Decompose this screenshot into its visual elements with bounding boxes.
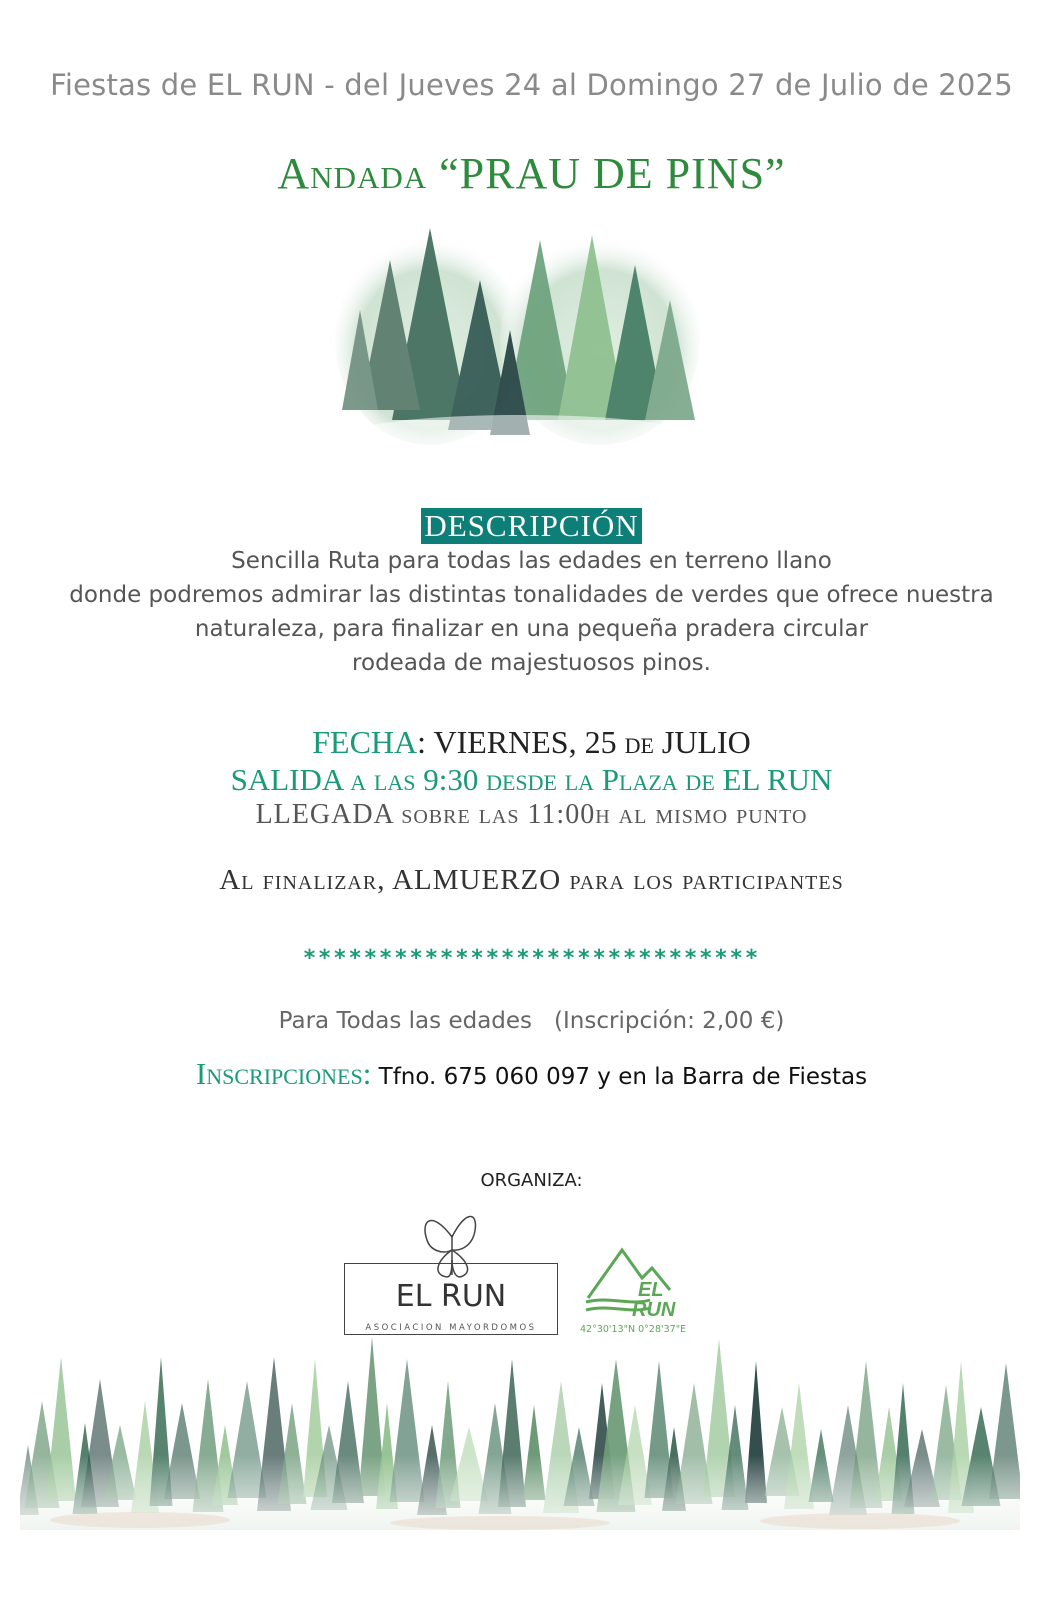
audience-price-line — [0, 1008, 1063, 1034]
logo-coordinates: 42°30'13"N 0°28'37"E — [580, 1324, 687, 1335]
separator: ****************************** — [302, 946, 761, 971]
logo-run-text: RUN — [632, 1299, 676, 1321]
description-line-1: Sencilla Ruta para todas las edades en terreno llano — [231, 548, 832, 574]
date-label: FECHA — [312, 724, 418, 760]
mountain-icon — [580, 1240, 700, 1322]
description-line-2: donde podremos admirar las distintas tonalidades de verdes que ofrece nuestra — [69, 582, 994, 608]
price-text: (Inscripción: 2,00 €) — [554, 1008, 785, 1034]
registration-label: Inscripciones: — [195, 1056, 372, 1091]
logo-subtitle: ASOCIACION MAYORDOMOS — [356, 1323, 546, 1333]
logo-name: EL RUN — [395, 1279, 507, 1314]
audience-text: Para Todas las edades — [278, 1008, 533, 1034]
description-line-3: naturaleza, para finalizar en una pequeña pradera circular — [194, 616, 869, 642]
event-header: Fiestas de EL RUN - del Jueves 24 al Domingo 27 de Julio de 2025 — [50, 68, 1013, 102]
date-value: : VIERNES, 25 de JULIO — [417, 724, 751, 760]
page-title: Andada “PRAU DE PINS” — [277, 149, 786, 198]
departure-line: SALIDA a las 9:30 desde la Plaza de EL RUN — [230, 762, 833, 797]
description-line-4: rodeada de majestuosos pinos. — [352, 650, 711, 676]
date-line — [0, 724, 1063, 761]
logo-el-text: EL — [638, 1279, 664, 1301]
el-run-association-logo — [342, 1205, 560, 1337]
organizer-label: ORGANIZA: — [480, 1170, 583, 1191]
lunch-line: Al finalizar, ALMUERZO para los participantes — [219, 864, 844, 896]
description-heading: DESCRIPCIÓN — [421, 508, 641, 544]
pine-trees-illustration — [330, 220, 710, 460]
arrival-line: LLEGADA sobre las 11:00h al mismo punto — [255, 799, 808, 830]
registration-line — [0, 1056, 1063, 1092]
forest-border-illustration — [20, 1335, 1020, 1530]
registration-value: Tfno. 675 060 097 y en la Barra de Fiestas — [378, 1064, 868, 1090]
el-run-mountain-logo — [580, 1240, 700, 1335]
